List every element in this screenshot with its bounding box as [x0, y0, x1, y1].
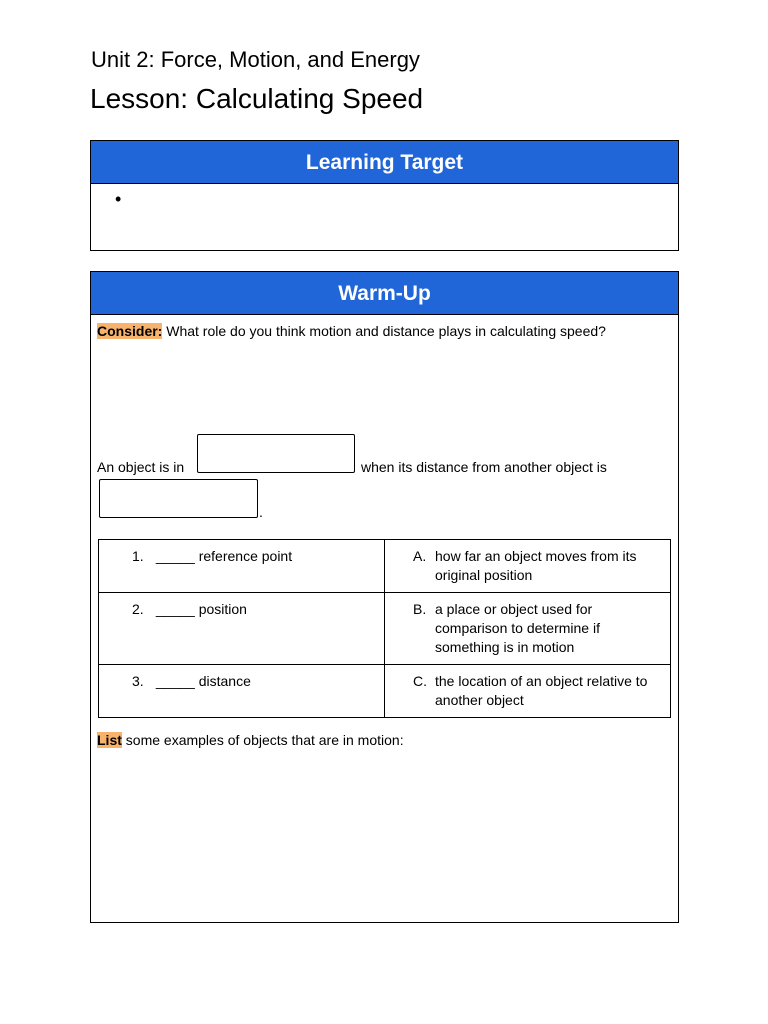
definition-letter: B. — [413, 601, 427, 617]
definition-text: a place or object used for comparison to determine if something is in motion — [435, 601, 600, 655]
learning-target-box — [90, 140, 679, 251]
term-number: 3. — [132, 673, 144, 689]
consider-text: What role do you think motion and distance plays in calculating speed? — [162, 323, 606, 339]
definition-letter: A. — [413, 548, 427, 564]
unit-title: Unit 2: Force, Motion, and Energy — [91, 47, 420, 72]
definition-text: how far an object moves from its original position — [435, 548, 637, 583]
list-prompt — [97, 731, 404, 749]
term-number: 1. — [132, 548, 144, 564]
lesson-title: Lesson: Calculating Speed — [90, 83, 424, 114]
table-row — [99, 593, 671, 665]
learning-target-bullet[interactable]: • — [115, 189, 122, 209]
consider-prompt — [97, 322, 606, 340]
term-number: 2. — [132, 601, 144, 617]
list-label: List — [97, 732, 122, 748]
sentence-part1: An object is in — [97, 459, 185, 475]
term-cell — [99, 540, 385, 593]
warm-up-box — [90, 271, 679, 923]
table-row — [99, 665, 671, 718]
definition-cell — [385, 540, 671, 593]
blank-answer-box-2[interactable] — [99, 479, 258, 518]
definition-text: the location of an object relative to another object — [435, 673, 648, 708]
table-row — [99, 540, 671, 593]
list-text: some examples of objects that are in motion: — [121, 732, 404, 748]
term-text[interactable]: _____ reference point — [155, 548, 293, 564]
blank-answer-box-1[interactable] — [197, 434, 355, 473]
term-text[interactable]: _____ distance — [155, 673, 251, 689]
term-text[interactable]: _____ position — [155, 601, 247, 617]
sentence-part2: when its distance from another object is — [361, 459, 607, 475]
definition-letter: C. — [413, 673, 427, 689]
matching-table — [98, 539, 671, 718]
term-cell — [99, 593, 385, 665]
definition-cell — [385, 665, 671, 718]
term-cell — [99, 665, 385, 718]
warm-up-header: Warm-Up — [91, 272, 678, 315]
definition-cell — [385, 593, 671, 665]
learning-target-header: Learning Target — [91, 141, 678, 184]
consider-label: Consider: — [97, 323, 163, 339]
sentence-end: . — [259, 504, 263, 520]
